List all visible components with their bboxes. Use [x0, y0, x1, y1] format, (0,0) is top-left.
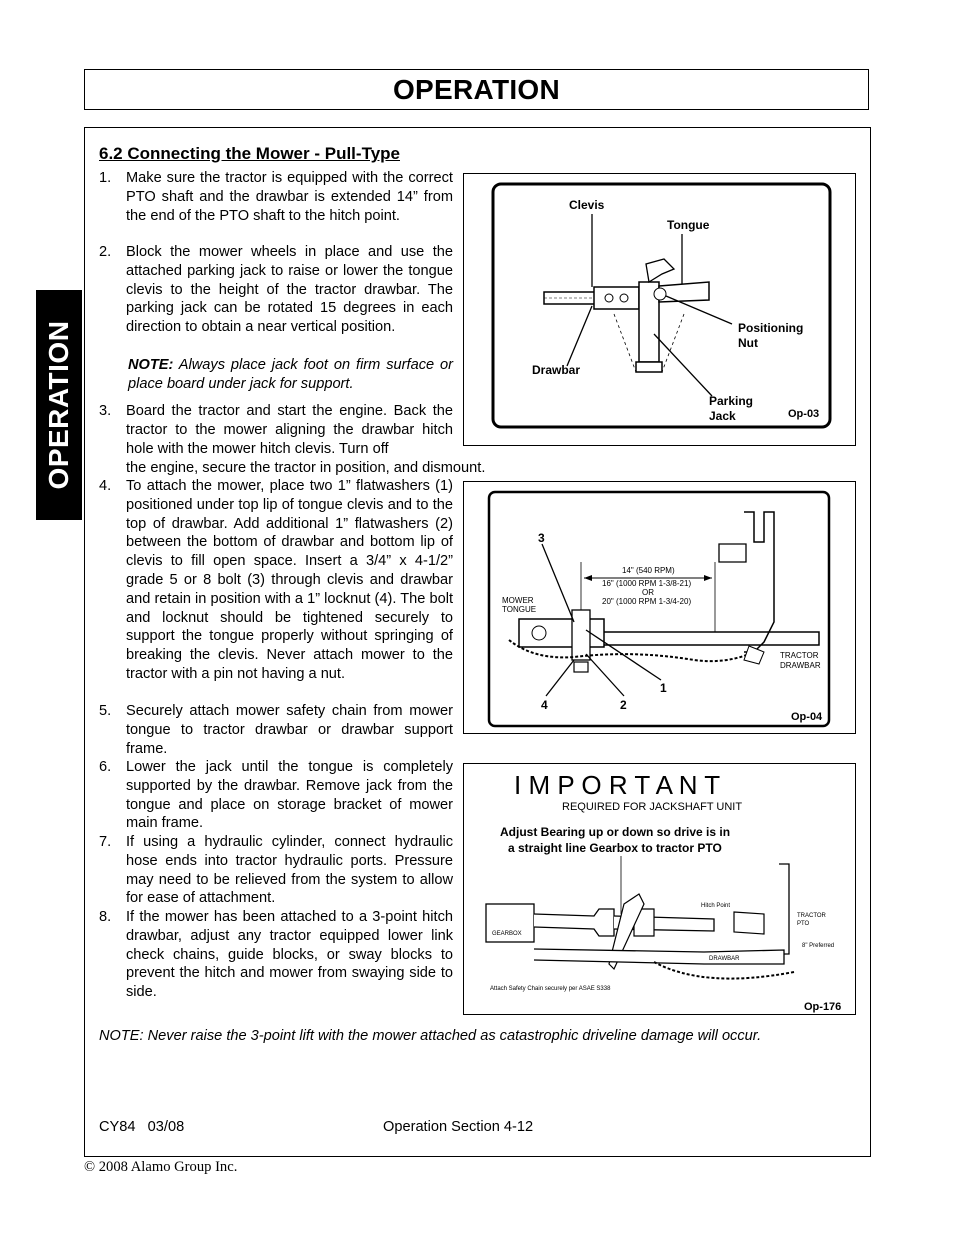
label-preferred: 8" Preferred: [802, 943, 835, 949]
label-hitch-point: Hitch Point: [701, 903, 731, 909]
step-number: 6.: [99, 759, 112, 775]
side-tab-label: OPERATION: [43, 320, 74, 490]
label-jack: Jack: [709, 409, 736, 423]
label-tongue: TONGUE: [502, 605, 537, 614]
label-safety-chain: Attach Safety Chain securely per ASAE S338: [490, 986, 611, 992]
callout-3: 3: [538, 531, 545, 545]
label-nut: Nut: [738, 336, 758, 350]
label-drawbar: DRAWBAR: [780, 661, 821, 670]
section-title: 6.2 Connecting the Mower - Pull-Type: [99, 144, 400, 163]
page-title: OPERATION: [392, 73, 561, 105]
label-drawbar: Drawbar: [532, 363, 581, 377]
step-number: 7.: [99, 834, 112, 850]
dim-label-or: OR: [642, 588, 654, 597]
step-number: 5.: [99, 703, 112, 719]
adjust-line-2: a straight line Gearbox to tractor PTO: [508, 841, 722, 855]
label-mower: MOWER: [502, 596, 534, 605]
label-gearbox: GEARBOX: [492, 931, 522, 937]
label-tractor: TRACTOR: [780, 651, 819, 660]
label-clevis: Clevis: [569, 198, 605, 212]
step-text: To attach the mower, place two 1” flatwashers (1) positioned under top lip of tongue clevis and to the top of drawbar. Add additional 1” flatwashers (2) between the bottom of drawbar and bottom lip of clevis to fill open space. Insert a 3/4” x 4-1/2” grade 5 or 8 bolt (3) through clevis and drawbar and retain in position with a 1” locknut (4). The bolt and locknut should be tightened securely to support the tongue properly without springing of breaking the clevis. Never attach mower to the tractor with a pin not having a nut.: [126, 478, 453, 682]
figure-op-03-drawing: [464, 174, 857, 447]
step-number: 2.: [99, 244, 112, 260]
label-tongue: Tongue: [667, 218, 710, 232]
important-heading: I M P O R T A N T: [514, 770, 721, 800]
dim-label-540: 14" (540 RPM): [622, 566, 675, 575]
label-tractor: TRACTOR: [797, 913, 826, 919]
step-text: Securely attach mower safety chain from mower tongue to tractor drawbar or drawbar support frame.: [126, 703, 453, 757]
bottom-note: NOTE: Never raise the 3-point lift with the mower attached as catastrophic driveline damage will occur.: [99, 1028, 762, 1044]
figure-tag: Op-03: [788, 408, 820, 420]
figure-op-176: [463, 763, 856, 1015]
footer-section: Operation Section 4-12: [383, 1119, 534, 1135]
label-drawbar: DRAWBAR: [709, 956, 740, 962]
figure-op-04: [463, 481, 856, 734]
callout-1: 1: [660, 681, 667, 695]
callout-4: 4: [541, 698, 548, 712]
figure-op-04-drawing: [464, 482, 857, 735]
side-tab: [36, 290, 82, 520]
label-positioning: Positioning: [738, 321, 804, 335]
dim-label-1000b: 20" (1000 RPM 1-3/4-20): [602, 597, 692, 606]
figure-tag: Op-04: [791, 711, 823, 723]
step-text-cont: the engine, secure the tractor in position, and dismount.: [126, 460, 486, 476]
step-number: 3.: [99, 403, 112, 419]
footer-model-date: CY84 03/08: [99, 1119, 185, 1135]
dim-label-1000a: 16" (1000 RPM 1-3/8-21): [602, 579, 692, 588]
note-label: NOTE:: [128, 357, 174, 373]
step-text: Board the tractor and start the engine. Back the tractor to the mower aligning the drawbar hitch hole with the mower hitch clevis. Turn off: [126, 403, 453, 457]
figure-tag: Op-176: [804, 1001, 842, 1013]
step-number: 8.: [99, 909, 112, 925]
required-subheading: REQUIRED FOR JACKSHAFT UNIT: [562, 801, 743, 813]
step-text: Lower the jack until the tongue is completely supported by the drawbar. Remove jack from the tongue and place on storage bracket of mower main frame.: [126, 759, 453, 832]
label-parking: Parking: [709, 394, 754, 408]
figure-op-03: [463, 173, 856, 446]
step-number: 4.: [99, 478, 112, 494]
step-text: If using a hydraulic cylinder, connect hydraulic hose ends into tractor hydraulic ports. Pressure may need to be relieved from the system to allow for ease of attachment.: [126, 834, 453, 907]
step-text: Block the mower wheels in place and use the attached parking jack to raise or lower the tongue clevis to the height of the tractor drawbar. The parking jack can be rotated 15 degrees in each direction to obtain a near vertical position.: [126, 244, 453, 336]
copyright: © 2008 Alamo Group Inc.: [84, 1159, 238, 1175]
note-text: Always place jack foot on firm surface or place board under jack for support.: [128, 357, 453, 392]
figure-op-176-drawing: [464, 764, 857, 1016]
callout-2: 2: [620, 698, 627, 712]
label-pto: PTO: [797, 921, 810, 927]
step-note: [128, 356, 453, 394]
step-number: 1.: [99, 170, 112, 186]
adjust-line-1: Adjust Bearing up or down so drive is in: [500, 825, 731, 839]
page-header: [84, 69, 869, 110]
step-text: Make sure the tractor is equipped with the correct PTO shaft and the drawbar is extended 14” from the end of the PTO shaft to the hitch point.: [126, 170, 453, 224]
step-text: If the mower has been attached to a 3-point hitch drawbar, adjust any tractor equipped lower link check chains, guide blocks, or sway blocks to prevent the hitch and mower from swaying side to side.: [126, 909, 453, 1001]
